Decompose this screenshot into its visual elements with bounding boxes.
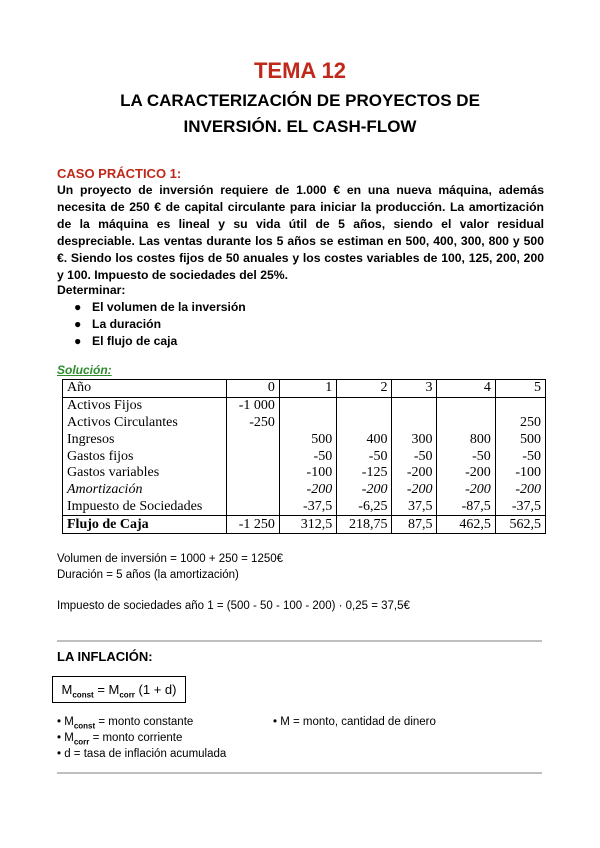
bullet-icon: ●: [74, 300, 82, 314]
table-cell: -87,5: [437, 499, 495, 516]
table-cell: 562,5: [495, 516, 545, 534]
row-label: Activos Circulantes: [63, 415, 227, 432]
table-cell: 312,5: [279, 516, 336, 534]
list-item-text: El flujo de caja: [92, 334, 178, 348]
table-cell: -200: [279, 482, 336, 499]
table-cell: [437, 415, 495, 432]
bullet-icon: ●: [74, 334, 82, 348]
determine-label: Determinar:: [57, 283, 126, 297]
case-heading: CASO PRÁCTICO 1:: [57, 166, 182, 181]
table-cell: [495, 397, 545, 414]
legend-item: • $M_{corr}$ = monto corriente: [57, 732, 183, 747]
table-row: [63, 482, 546, 499]
table-cell: 300: [392, 431, 437, 448]
row-label: Amortización: [63, 482, 227, 499]
table-cell: [226, 448, 279, 465]
formula-sub-corr: corr: [119, 690, 135, 700]
table-row: [63, 397, 546, 414]
row-label: Gastos fijos: [63, 448, 227, 465]
table-cell: -125: [337, 465, 392, 482]
divider: [57, 772, 542, 774]
table-cell: 400: [337, 431, 392, 448]
formula-m: M: [61, 682, 73, 697]
table-cell: -200: [437, 482, 495, 499]
row-label: Impuesto de Sociedades: [63, 499, 227, 516]
table-cell: 1: [279, 380, 336, 398]
table-cell: [226, 499, 279, 516]
table-row: [63, 516, 546, 534]
table-cell: [337, 397, 392, 414]
table-cell: [437, 397, 495, 414]
tax-calculation: Impuesto de sociedades año 1 = (500 - 50 - 100 - 200) · 0,25 = 37,5€: [57, 600, 410, 612]
table-cell: -200: [437, 465, 495, 482]
table-cell: -100: [279, 465, 336, 482]
table-cell: -200: [392, 482, 437, 499]
table-cell: [279, 415, 336, 432]
table-cell: 2: [337, 380, 392, 398]
table-cell: 218,75: [337, 516, 392, 534]
table-row: [63, 380, 546, 398]
table-cell: [226, 431, 279, 448]
page-title-line-2: INVERSIÓN. EL CASH-FLOW: [183, 117, 417, 136]
table-row: [63, 431, 546, 448]
row-label: Activos Fijos: [63, 397, 227, 414]
duration: Duración = 5 años (la amortización): [57, 569, 239, 581]
list-item: [74, 300, 246, 314]
list-item: [74, 334, 177, 348]
row-label: Gastos variables: [63, 465, 227, 482]
list-item-text: La duración: [92, 317, 162, 331]
table-cell: [226, 465, 279, 482]
inflation-heading: LA INFLACIÓN:: [57, 649, 153, 664]
table-row: [63, 499, 546, 516]
table-cell: -50: [337, 448, 392, 465]
inflation-formula: [52, 676, 186, 703]
case-statement: Un proyecto de inversión requiere de 1.000 € en una nueva máquina, además necesita de 250 € de capital circulante para iniciar la producción. La amortización de la máquina es lineal y su vida útil de 5 años, siendo el valor residual despreciable. Las ventas durante los 5 años se estiman en 500, 400, 300, 800 y 500 €. Siendo los costes fijos de 50 anuales y los costes variables de 100, 125, 200, 200 y 100. Impuesto de sociedades del 25%.: [57, 183, 544, 282]
table-cell: [392, 415, 437, 432]
table-cell: -200: [392, 465, 437, 482]
table-cell: 5: [495, 380, 545, 398]
row-label: Flujo de Caja: [63, 516, 227, 534]
table-cell: 0: [226, 380, 279, 398]
page-title-line-1: LA CARACTERIZACIÓN DE PROYECTOS DE: [120, 91, 480, 110]
table-cell: -1 250: [226, 516, 279, 534]
table-row: [63, 448, 546, 465]
legend-item: • $M_{const}$ = monto constante: [57, 716, 194, 731]
table-cell: 800: [437, 431, 495, 448]
table-cell: -37,5: [279, 499, 336, 516]
legend-item: • M = monto, cantidad de dinero: [273, 716, 436, 728]
table-cell: -37,5: [495, 499, 545, 516]
table-cell: 37,5: [392, 499, 437, 516]
table-cell: -6,25: [337, 499, 392, 516]
list-item: [74, 317, 161, 331]
table-cell: 4: [437, 380, 495, 398]
legend-item: • d = tasa de inflación acumulada: [57, 748, 227, 760]
table-cell: [279, 397, 336, 414]
formula-eq: = M: [93, 682, 120, 697]
table-cell: -50: [279, 448, 336, 465]
table-row: [63, 465, 546, 482]
topic-number: TEMA 12: [253, 58, 347, 83]
table-cell: 462,5: [437, 516, 495, 534]
table-row: [63, 415, 546, 432]
cash-flow-table: [62, 379, 546, 534]
row-label: Ingresos: [63, 431, 227, 448]
list-item-text: El volumen de la inversión: [92, 300, 246, 314]
table-cell: -200: [337, 482, 392, 499]
table-cell: -1 000: [226, 397, 279, 414]
divider: [57, 640, 542, 642]
row-label: Año: [63, 380, 227, 398]
table-cell: -50: [437, 448, 495, 465]
table-cell: 250: [495, 415, 545, 432]
table-cell: [392, 397, 437, 414]
solution-label: Solución:: [57, 363, 112, 377]
table-cell: 3: [392, 380, 437, 398]
table-cell: -50: [495, 448, 545, 465]
table-cell: -250: [226, 415, 279, 432]
table-cell: 500: [495, 431, 545, 448]
investment-volume: Volumen de inversión = 1000 + 250 = 1250€: [57, 553, 284, 565]
table-cell: 87,5: [392, 516, 437, 534]
table-cell: [226, 482, 279, 499]
table-cell: -200: [495, 482, 545, 499]
formula-rest: (1 + d): [134, 682, 177, 697]
table-cell: -50: [392, 448, 437, 465]
table-cell: -100: [495, 465, 545, 482]
table-cell: [337, 415, 392, 432]
formula-sub-const: const: [72, 690, 94, 700]
bullet-icon: ●: [74, 317, 82, 331]
table-cell: 500: [279, 431, 336, 448]
